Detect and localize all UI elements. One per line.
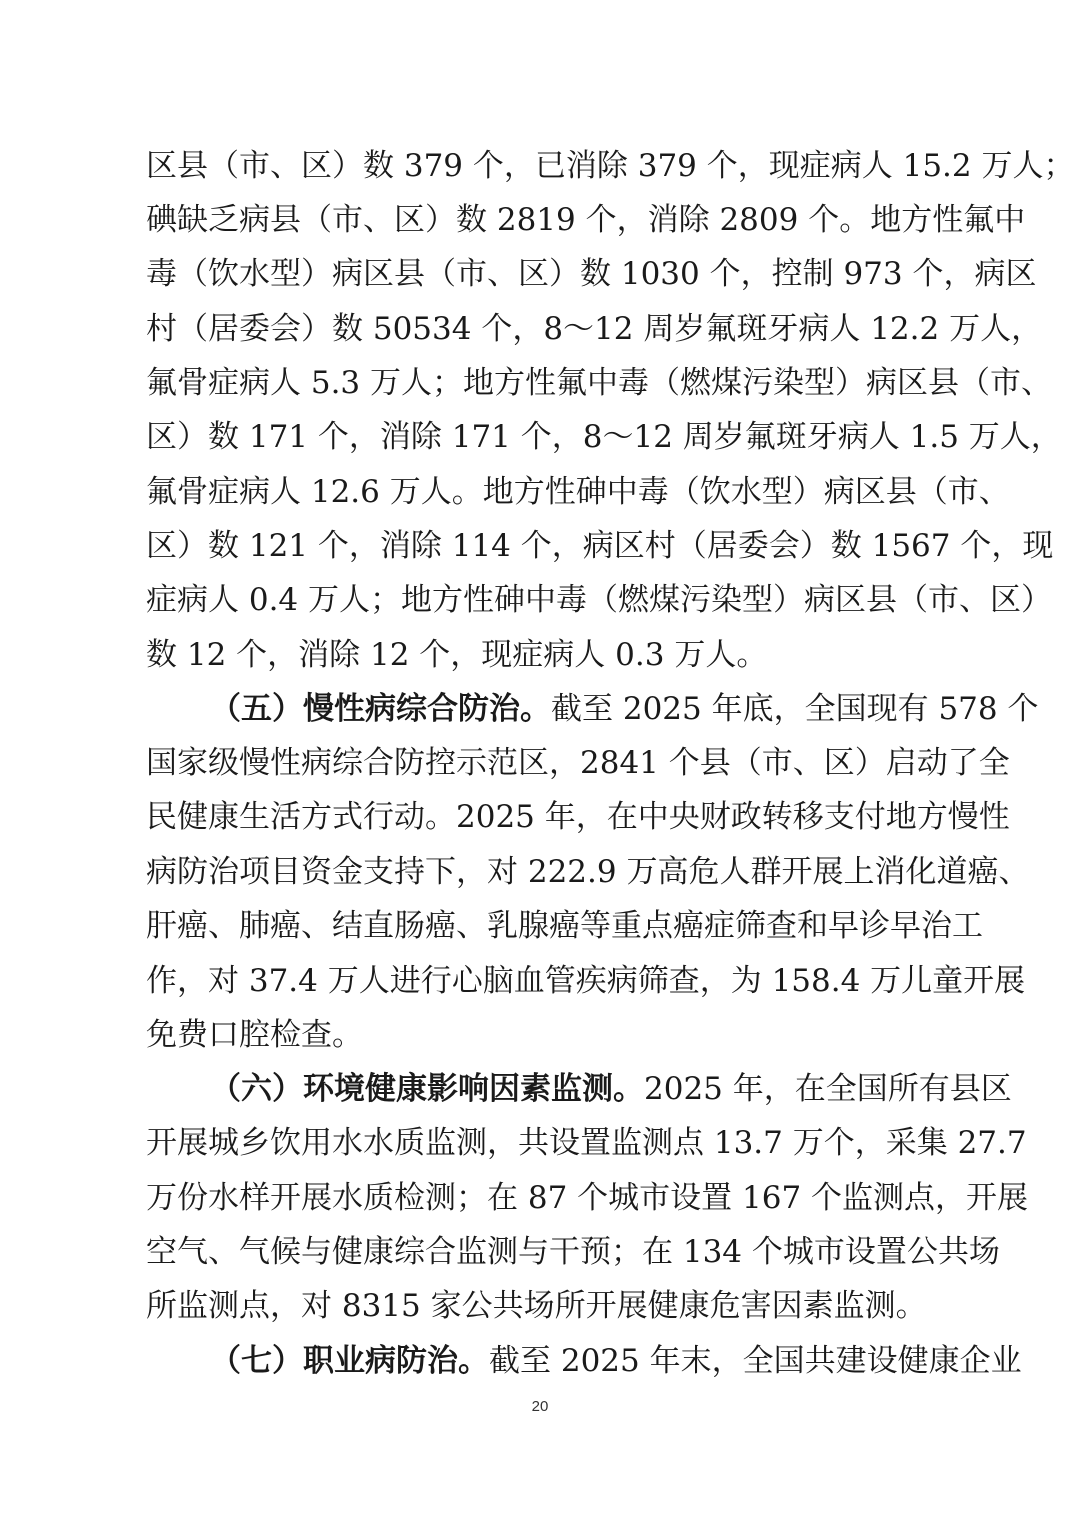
body-text-line: 毒（饮水型）病区县（市、区）数 1030 个，控制 973 个，病区 [146,256,1037,292]
body-text-line: 免费口腔检查。 [146,1017,363,1053]
body-text-line: 碘缺乏病县（市、区）数 2819 个，消除 2809 个。地方性氟中 [146,202,1026,238]
section-heading: （七）职业病防治。 [210,1343,489,1379]
body-text-line: 村（居委会）数 50534 个，8～12 周岁氟斑牙病人 12.2 万人， [146,311,1043,347]
body-text-line: 病防治项目资金支持下，对 222.9 万高危人群开展上消化道癌、 [146,854,1030,890]
body-text-line: 区）数 171 个，消除 171 个，8～12 周岁氟斑牙病人 1.5 万人， [146,419,1062,455]
body-text: 截至 2025 年末，全国共建设健康企业 [489,1343,1022,1379]
body-text-line: 万份水样开展水质检测；在 87 个城市设置 167 个监测点，开展 [146,1180,1029,1216]
body-text-line: 氟骨症病人 12.6 万人。地方性砷中毒（饮水型）病区县（市、 [146,474,1010,510]
page-number: 20 [531,1398,549,1415]
body-text-line: 区）数 121 个，消除 114 个，病区村（居委会）数 1567 个，现 [146,528,1054,564]
body-text-line: 国家级慢性病综合防控示范区，2841 个县（市、区）启动了全 [146,745,1010,781]
section-heading: （五）慢性病综合防治。 [210,691,551,727]
section-heading: （六）环境健康影响因素监测。 [210,1071,644,1107]
body-text: 2025 年，在全国所有县区 [644,1071,1012,1107]
body-text-line: 肝癌、肺癌、结直肠癌、乳腺癌等重点癌症筛查和早诊早治工 [146,908,983,944]
body-text-line: 作，对 37.4 万人进行心脑血管疾病筛查，为 158.4 万儿童开展 [146,963,1026,999]
body-text-line: 开展城乡饮用水水质监测，共设置监测点 13.7 万个，采集 27.7 [146,1125,1027,1161]
body-text-line: 区县（市、区）数 379 个，已消除 379 个，现症病人 15.2 万人； [146,148,1075,184]
body-text-line: 氟骨症病人 5.3 万人；地方性氟中毒（燃煤污染型）病区县（市、 [146,365,1053,401]
section-5-first-line [210,689,1039,729]
body-text-line: 空气、气候与健康综合监测与干预；在 134 个城市设置公共场 [146,1234,1000,1270]
body-text-line: 数 12 个，消除 12 个，现症病人 0.3 万人。 [146,637,768,673]
body-text: 截至 2025 年底，全国现有 578 个 [551,691,1039,727]
section-6-first-line [210,1069,1012,1109]
section-7-first-line [210,1341,1022,1381]
body-text-line: 民健康生活方式行动。2025 年，在中央财政转移支付地方慢性 [146,799,1010,835]
body-text-line: 所监测点，对 8315 家公共场所开展健康危害因素监测。 [146,1288,927,1324]
body-text-line: 症病人 0.4 万人；地方性砷中毒（燃煤污染型）病区县（市、区） [146,582,1053,618]
